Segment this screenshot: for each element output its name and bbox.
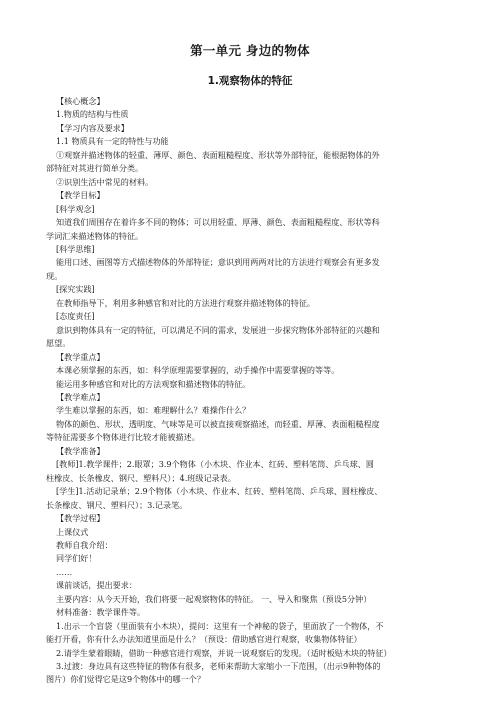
text-line: 上课仪式 [56,526,89,537]
text-line: 能打开看，你有什么办法知道里面是什么？（预设：借助感官进行观察，收集物体特征） [46,634,362,645]
text-line: 1.出示一个盲袋（里面装有小木块），提问：这里有一个神秘的袋子，里面放了一个物体，不 [56,620,384,631]
text-line: 【核心概念】 [56,96,105,106]
unit-title: 第一单元 身边的物体 [190,43,310,58]
text-line: 物体的颜色、形状、透明度、气味等是可以被直接观察描述，而轻重、厚薄、表面粗糙程度 [56,418,380,429]
lesson-body [46,95,466,687]
text-line: 2.请学生蒙着眼睛，借助一种感官进行观察，并说一说观察后的发现。（适时板贴木块的特征） [56,647,392,658]
text-line: 1.1 物质具有一定的特性与功能 [56,136,169,147]
text-line: 学生难以掌握的东西，如：难理解什么？难操作什么？ [56,405,251,416]
text-line: 柱橡皮、长条橡皮、钢尺、塑料尺）；4.班级记录表。 [46,472,236,483]
text-line: 主要内容：从今天开始，我们将要一起观察物体的特征。 一、导入和聚焦（预设5分钟） [56,593,372,604]
text-line: 【教学准备】 [56,445,105,456]
text-line: 知道我们周围存在着许多不同的物体；可以用轻重、厚薄、颜色、表面粗糙程度、形状等科 [56,217,380,228]
text-line: 在教师指导下，利用多种感官和对比的方法进行观察并描述物体的特征。 [56,297,316,308]
text-line: 【教学过程】 [56,513,105,524]
text-line: 1.物质的结构与性质 [56,109,129,120]
text-line: 现。 [46,270,63,281]
text-line: 等特征需要多个物体进行比较才能被描述。 [46,432,200,443]
text-line: [态度责任] [56,311,95,322]
text-line: 长条橡皮、钢尺、塑料尺）；3.记录笔。 [46,499,188,510]
text-line: 【教学目标】 [56,190,105,201]
text-line: 3.过渡：身边具有这些特征的物体有很多，老师来帮助大家缩小一下范围，（出示9种物体的 [56,661,381,672]
text-line: 【教学重点】 [56,351,105,362]
text-line: [科学思维] [56,243,95,254]
text-line: [科学观念] [56,203,95,214]
text-line: 课前谈话，提出要求： [56,580,137,591]
text-line: 本课必须掌握的东西，如：科学原理需要掌握的，动手操作中需要掌握的等等。 [56,365,340,376]
text-line: 材料准备：教学课件等。 [56,607,146,618]
text-line: 图片）你们觉得它是这9个物体中的哪一个？ [46,674,205,685]
text-line: 意识到物体具有一定的特征，可以满足不同的需求，发展进一步探究物体外部特征的兴趣和 [56,324,380,335]
text-line: 学词汇来描述物体的特征。 [46,230,144,241]
text-line: 同学们好！ [56,553,97,564]
text-line: 部特征对其进行简单分类。 [46,163,144,174]
text-line: [探究实践] [56,284,95,295]
lesson-title: 1.观察物体的特征 [207,75,293,87]
text-line: 【教学难点】 [56,391,105,402]
text-line: 能用口述、画图等方式描述物体的外部特征；意识到用两两对比的方法进行观察会有更多发 [56,257,380,268]
text-line: 教师自我介绍： [56,539,113,550]
text-line: 愿望。 [46,338,71,349]
text-line: [教师]1.教学课件；2.眼罩；3.9个物体（小木块、作业本、红砖、塑料笔筒、乒乓球、圆 [56,459,374,470]
text-line: ①观察并描述物体的轻重、薄厚、颜色、表面粗糙程度、形状等外部特征，能根据物体的外 [56,149,380,160]
text-line: ②识别生活中常见的材料。 [56,176,154,187]
text-line: …… [56,566,73,577]
text-line: 【学习内容及要求】 [56,122,129,133]
text-line: [学生]1.活动记录单；2.9个物体（小木块、作业本、红砖、塑料笔筒、乒乓球、圆柱橡皮、 [56,486,383,497]
text-line: 能运用多种感官和对比的方法观察和描述物体的特征。 [56,378,251,389]
